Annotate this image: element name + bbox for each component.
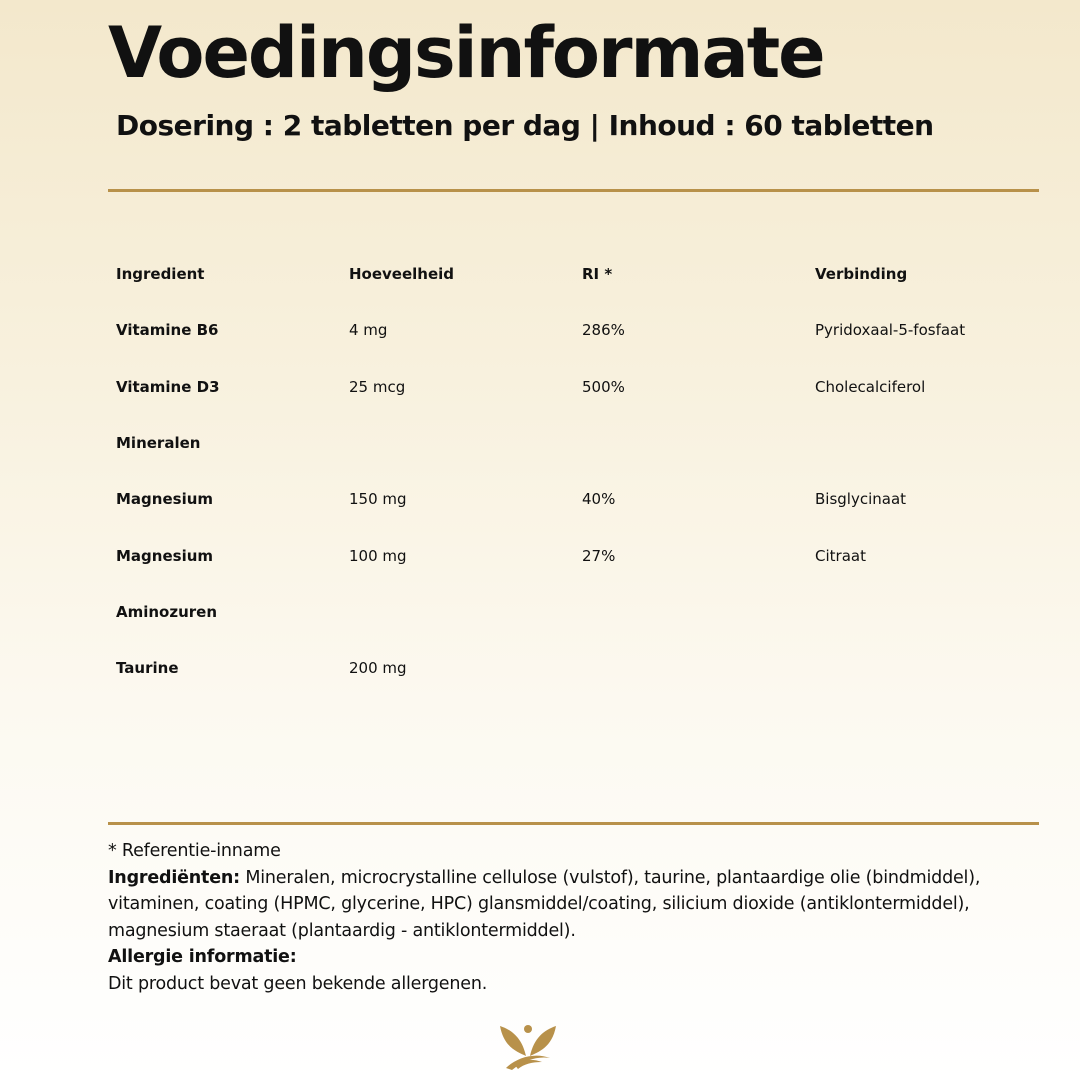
ingredients-label: Ingrediënten: (108, 867, 240, 888)
column-header-ingredient: Ingredient (116, 265, 205, 284)
ingredient-compound: Cholecalciferol (815, 377, 926, 396)
nutrition-table (116, 246, 1065, 696)
ingredient-name: Magnesium (116, 490, 214, 509)
ingredient-amount: 100 mg (349, 546, 407, 565)
section-heading-minerals: Mineralen (116, 434, 201, 453)
ingredient-ri: 40% (582, 490, 616, 509)
page-title: Voedingsinformate (108, 12, 824, 94)
ingredient-compound (815, 640, 1065, 696)
ingredient-ri (582, 640, 815, 696)
ingredient-name: Vitamine D3 (116, 377, 220, 396)
ingredient-amount: 25 mcg (349, 377, 406, 396)
top-divider (108, 189, 1039, 192)
bottom-divider (108, 822, 1039, 825)
table-row (116, 471, 1065, 527)
ingredients-text: Mineralen, microcrystalline cellulose (vulstof), taurine, plantaardige olie (bindmiddel), vitaminen, coating (HPMC, glycerine, HPC) glansmiddel/coating, silicium dioxide (antiklontermiddel), magnesium staeraat (plantaardig - antiklontermiddel). (108, 867, 981, 941)
column-header-ri: RI * (582, 265, 613, 284)
table-row (116, 302, 1065, 358)
dosage-subtitle: Dosering : 2 tabletten per dag | Inhoud : 60 tabletten (116, 109, 934, 142)
footer-notes (108, 838, 1074, 997)
table-row (116, 359, 1065, 415)
ingredients-paragraph (108, 865, 1074, 945)
ingredient-compound: Bisglycinaat (815, 490, 907, 509)
ingredient-ri: 500% (582, 377, 625, 396)
ingredient-name: Taurine (116, 659, 179, 678)
allergy-label: Allergie informatie: (108, 947, 297, 967)
allergy-text: Dit product bevat geen bekende allergenen. (108, 973, 488, 994)
column-header-amount: Hoeveelheid (349, 265, 455, 284)
ingredient-amount: 4 mg (349, 321, 388, 340)
ingredient-name: Magnesium (116, 546, 214, 565)
ingredient-amount: 150 mg (349, 490, 407, 509)
section-heading-amino-acids: Aminozuren (116, 602, 218, 621)
ingredient-compound: Citraat (815, 546, 866, 565)
ingredient-ri: 286% (582, 321, 625, 340)
ri-footnote: * Referentie-inname (108, 841, 281, 861)
ingredient-compound: Pyridoxaal-5-fosfaat (815, 321, 966, 340)
table-header-row (116, 246, 1065, 302)
table-row (116, 527, 1065, 583)
leaf-person-icon (498, 1022, 558, 1070)
ingredient-amount: 200 mg (349, 659, 407, 678)
table-section-row (116, 584, 1065, 640)
table-section-row (116, 415, 1065, 471)
ingredient-name: Vitamine B6 (116, 321, 219, 340)
column-header-compound: Verbinding (815, 265, 908, 284)
ingredient-ri: 27% (582, 546, 616, 565)
table-row (116, 640, 1065, 696)
